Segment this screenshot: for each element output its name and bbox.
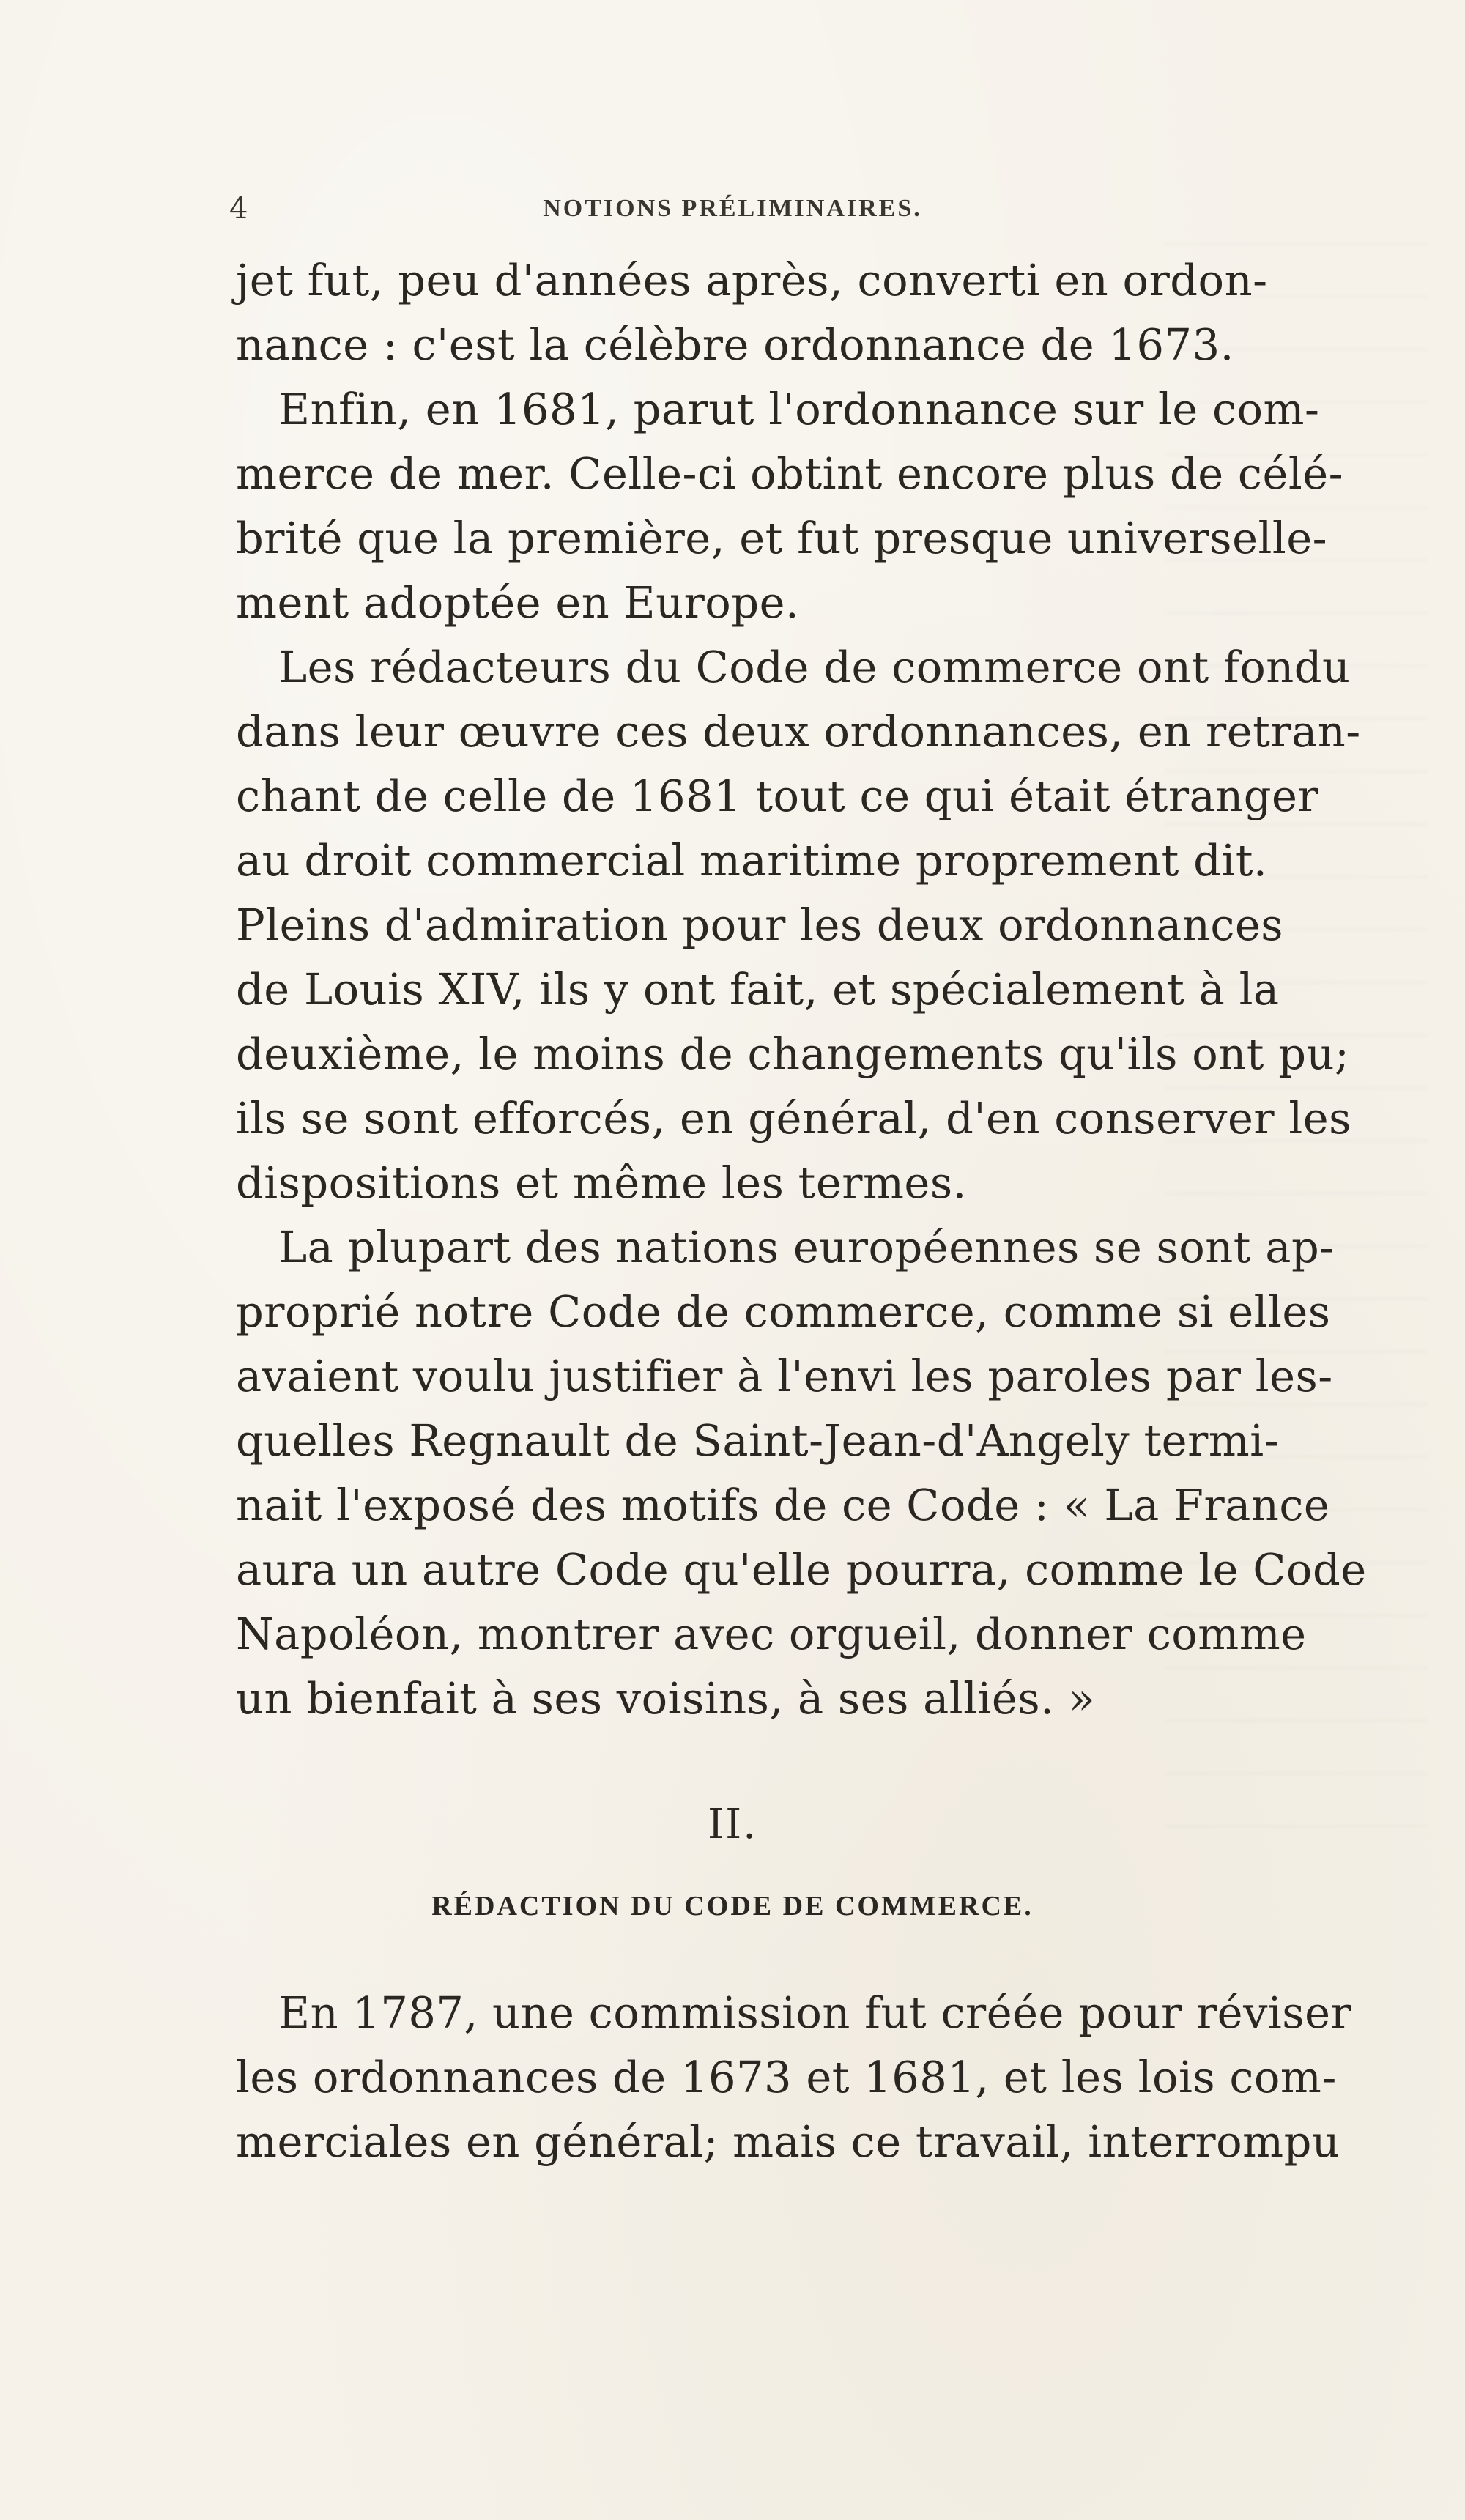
text-line: de Louis XIV, ils y ont fait, et spécialement à la: [236, 964, 1280, 1015]
section-title: RÉDACTION DU CODE DE COMMERCE.: [431, 1891, 1034, 1922]
text-line: quelles Regnault de Saint-Jean-d'Angely termi-: [236, 1415, 1280, 1466]
text-line: chant de celle de 1681 tout ce qui était étranger: [236, 771, 1319, 821]
text-line: La plupart des nations européennes se sont ap-: [278, 1222, 1335, 1272]
text-line: brité que la première, et fut presque universelle-: [236, 513, 1328, 563]
text-line: au droit commercial maritime proprement dit.: [236, 835, 1268, 886]
running-title: NOTIONS PRÉLIMINAIRES.: [543, 195, 922, 222]
text-line: aura un autre Code qu'elle pourra, comme le Code: [236, 1544, 1367, 1595]
text-line: Enfin, en 1681, parut l'ordonnance sur le com-: [278, 384, 1320, 434]
text-line: Les rédacteurs du Code de commerce ont fondu: [278, 642, 1351, 692]
text-line: ment adoptée en Europe.: [236, 577, 800, 628]
section-number: II.: [707, 1801, 758, 1848]
text-line: proprié notre Code de commerce, comme si elles: [236, 1286, 1331, 1337]
text-line: dans leur œuvre ces deux ordonnances, en retran-: [236, 706, 1361, 757]
text-line: jet fut, peu d'années après, converti en ordon-: [236, 255, 1268, 305]
text-line: les ordonnances de 1673 et 1681, et les lois com-: [236, 2052, 1337, 2102]
running-head: [0, 192, 1465, 236]
text-line: Pleins d'admiration pour les deux ordonnances: [236, 900, 1284, 950]
body-text: [236, 248, 1408, 1731]
text-line: dispositions et même les termes.: [236, 1157, 967, 1208]
text-line: Napoléon, montrer avec orgueil, donner comme: [236, 1609, 1307, 1659]
text-line: ils se sont efforcés, en général, d'en conserver les: [236, 1093, 1351, 1144]
text-line: un bienfait à ses voisins, à ses alliés. »: [236, 1673, 1096, 1724]
text-line: merce de mer. Celle-ci obtint encore plus de célé-: [236, 448, 1344, 499]
text-line: merciales en général; mais ce travail, interrompu: [236, 2116, 1340, 2167]
text-line: En 1787, une commission fut créée pour réviser: [278, 1987, 1352, 2038]
body-text-continued: [236, 1981, 1408, 2174]
page-number: 4: [229, 192, 249, 226]
text-line: avaient voulu justifier à l'envi les paroles par les-: [236, 1351, 1333, 1401]
text-line: nait l'exposé des motifs de ce Code : « La France: [236, 1480, 1330, 1530]
text-line: deuxième, le moins de changements qu'ils ont pu;: [236, 1029, 1350, 1079]
text-line: nance : c'est la célèbre ordonnance de 1673.: [236, 319, 1234, 370]
